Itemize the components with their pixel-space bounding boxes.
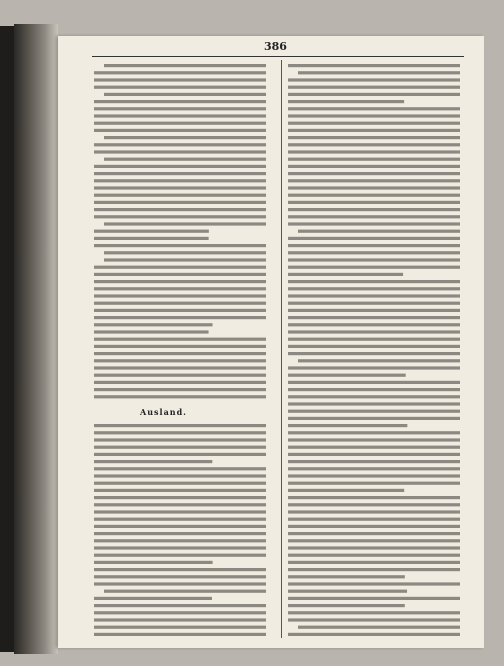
text-line <box>288 352 460 355</box>
text-line <box>94 446 266 449</box>
left-column-text-lines <box>92 60 274 640</box>
text-line <box>94 510 266 513</box>
text-line <box>94 201 266 204</box>
text-line <box>288 590 407 593</box>
text-line <box>94 316 266 319</box>
text-line <box>288 474 460 477</box>
text-line <box>94 244 266 247</box>
text-line <box>288 366 460 369</box>
text-line <box>288 402 460 405</box>
text-line <box>288 215 460 218</box>
right-column <box>286 60 468 640</box>
text-line <box>94 165 266 168</box>
text-line <box>288 467 460 470</box>
text-line <box>288 532 460 535</box>
text-line <box>94 633 266 636</box>
text-line <box>288 330 460 333</box>
text-line <box>94 554 266 557</box>
text-line <box>288 114 460 117</box>
text-line <box>288 150 460 153</box>
text-line <box>94 525 266 528</box>
text-line <box>104 158 266 161</box>
text-line <box>94 618 266 621</box>
text-line <box>288 611 460 614</box>
text-line <box>104 590 266 593</box>
text-line <box>288 316 460 319</box>
page-number: 386 <box>264 40 287 53</box>
text-line <box>298 359 460 362</box>
text-line <box>288 258 460 261</box>
text-line <box>288 237 460 240</box>
text-line <box>288 64 460 67</box>
text-line <box>94 460 212 463</box>
text-line <box>104 222 266 225</box>
text-line <box>94 330 209 333</box>
text-line <box>94 143 266 146</box>
text-line <box>94 582 266 585</box>
text-line <box>94 294 266 297</box>
text-line <box>288 107 460 110</box>
text-line <box>94 215 266 218</box>
text-line <box>288 568 460 571</box>
text-line <box>94 237 209 240</box>
text-line <box>94 424 266 427</box>
text-line <box>288 158 460 161</box>
text-line <box>94 453 266 456</box>
text-line <box>288 410 460 413</box>
text-line <box>94 359 266 362</box>
text-line <box>288 208 460 211</box>
text-line <box>288 496 460 499</box>
text-line <box>288 280 460 283</box>
text-line <box>288 309 460 312</box>
text-line <box>298 71 460 74</box>
text-line <box>94 518 266 521</box>
text-line <box>104 64 266 67</box>
text-line <box>288 525 460 528</box>
text-line <box>94 150 266 153</box>
text-line <box>94 230 209 233</box>
text-line <box>288 554 460 557</box>
text-line <box>94 345 266 348</box>
text-line <box>94 532 266 535</box>
text-line <box>94 539 266 542</box>
column-divider <box>281 60 282 638</box>
text-line <box>288 172 460 175</box>
text-line <box>288 287 460 290</box>
text-line <box>94 114 266 117</box>
text-line <box>288 438 460 441</box>
text-line <box>288 582 460 585</box>
text-line <box>94 208 266 211</box>
text-line <box>94 179 266 182</box>
text-line <box>288 100 404 103</box>
text-line <box>94 273 266 276</box>
text-line <box>94 611 266 614</box>
text-line <box>94 374 266 377</box>
text-line <box>288 302 460 305</box>
text-line <box>288 453 460 456</box>
book-spine <box>14 24 58 654</box>
text-line <box>94 323 213 326</box>
right-column-text-lines <box>286 60 468 640</box>
text-line <box>288 539 460 542</box>
header-rule <box>92 56 464 57</box>
text-line <box>288 345 460 348</box>
text-line <box>94 172 266 175</box>
text-line <box>288 503 460 506</box>
text-line <box>288 323 460 326</box>
text-line <box>94 302 266 305</box>
text-line <box>288 251 460 254</box>
left-column <box>92 60 274 640</box>
text-line <box>288 136 460 139</box>
text-line <box>288 510 460 513</box>
text-line <box>288 424 407 427</box>
text-line <box>288 273 403 276</box>
text-line <box>288 165 460 168</box>
text-line <box>288 395 460 398</box>
text-line <box>288 338 460 341</box>
text-line <box>94 561 213 564</box>
text-line <box>94 186 266 189</box>
text-line <box>94 366 266 369</box>
text-line <box>288 179 460 182</box>
text-line <box>94 338 266 341</box>
text-line <box>288 446 460 449</box>
text-line <box>94 438 266 441</box>
text-line <box>288 381 460 384</box>
text-line <box>104 136 266 139</box>
text-line <box>288 186 460 189</box>
text-line <box>94 597 212 600</box>
text-line <box>288 482 460 485</box>
text-line <box>288 266 460 269</box>
text-line <box>94 568 266 571</box>
text-line <box>94 107 266 110</box>
text-line <box>288 604 405 607</box>
text-line <box>288 201 460 204</box>
text-line <box>288 122 460 125</box>
text-line <box>288 194 460 197</box>
text-line <box>94 129 266 132</box>
text-line <box>94 122 266 125</box>
text-line <box>94 482 266 485</box>
text-line <box>104 258 266 261</box>
text-line <box>94 78 266 81</box>
text-line <box>288 597 460 600</box>
text-line <box>288 431 460 434</box>
text-line <box>288 388 460 391</box>
text-line <box>288 86 460 89</box>
text-line <box>94 194 266 197</box>
text-line <box>288 518 460 521</box>
text-line <box>288 575 405 578</box>
text-line <box>94 287 266 290</box>
text-line <box>94 381 266 384</box>
section-heading: Ausland. <box>140 407 187 417</box>
text-line <box>288 633 460 636</box>
text-line <box>94 280 266 283</box>
text-line <box>94 503 266 506</box>
text-line <box>94 388 266 391</box>
text-line <box>288 143 460 146</box>
text-line <box>94 100 266 103</box>
text-line <box>288 489 404 492</box>
text-line <box>288 93 460 96</box>
text-line <box>288 244 460 247</box>
text-line <box>288 294 460 297</box>
text-line <box>288 78 460 81</box>
text-line <box>288 460 460 463</box>
text-line <box>298 230 460 233</box>
text-line <box>288 417 460 420</box>
text-line <box>288 546 460 549</box>
text-line <box>104 93 266 96</box>
text-line <box>104 251 266 254</box>
text-line <box>94 626 266 629</box>
text-line <box>94 546 266 549</box>
text-line <box>288 618 460 621</box>
text-line <box>94 71 266 74</box>
text-line <box>288 374 406 377</box>
text-line <box>94 474 266 477</box>
text-line <box>288 561 460 564</box>
text-line <box>288 129 460 132</box>
text-line <box>94 86 266 89</box>
text-line <box>94 575 266 578</box>
text-line <box>94 489 266 492</box>
text-line <box>94 604 266 607</box>
text-line <box>94 266 266 269</box>
text-line <box>94 309 266 312</box>
text-line <box>94 496 266 499</box>
text-line <box>94 395 266 398</box>
text-line <box>94 352 266 355</box>
text-line <box>94 467 266 470</box>
text-line <box>298 626 460 629</box>
text-line <box>94 431 266 434</box>
text-line <box>288 222 460 225</box>
